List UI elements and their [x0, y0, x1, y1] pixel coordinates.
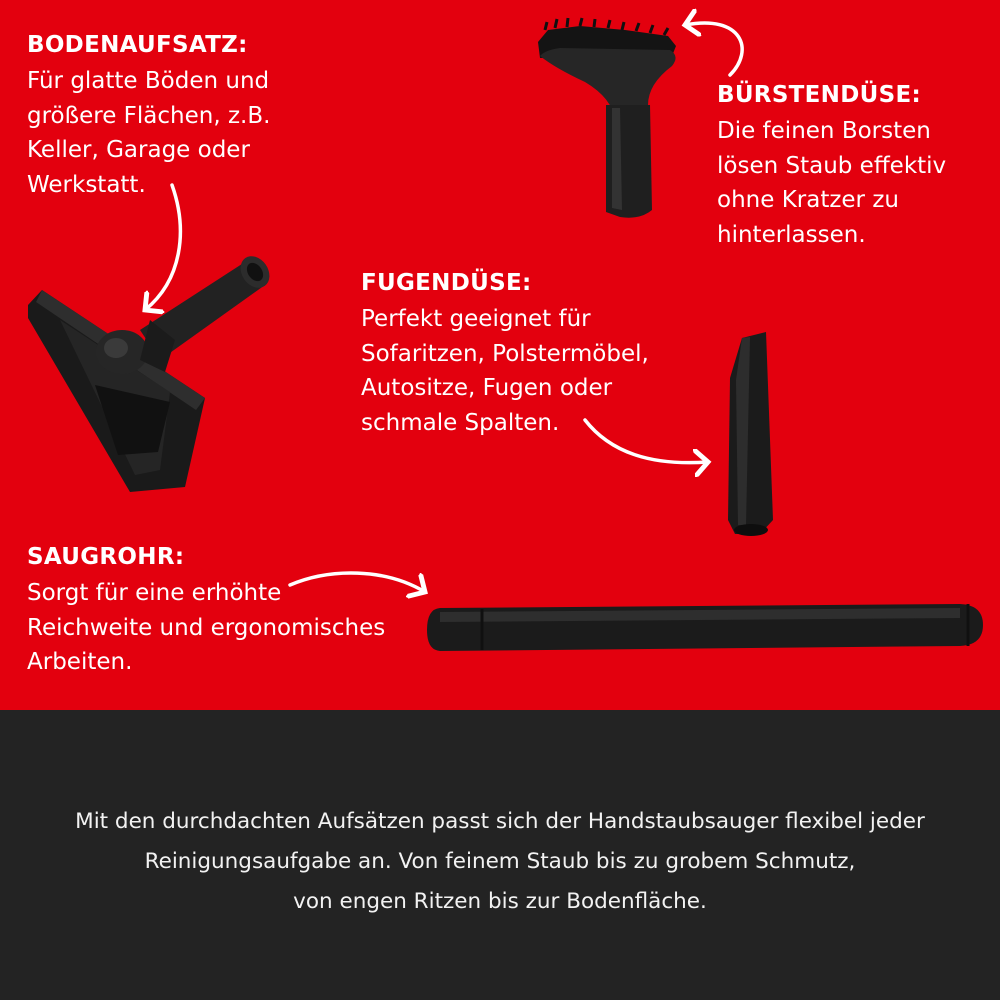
- bodenaufsatz-description: [27, 64, 270, 202]
- description-line: ohne Kratzer zu: [717, 187, 899, 213]
- description-line: hinterlassen.: [717, 221, 866, 248]
- description-line: Reichweite und ergonomisches: [27, 614, 386, 641]
- brush-nozzle-image: [538, 18, 676, 218]
- extension-tube-image: [427, 604, 983, 651]
- fugenduse-block: [361, 268, 649, 440]
- caption-line: von engen Ritzen bis zur Bodenfläche.: [293, 889, 707, 914]
- burstenduse-description: [717, 114, 946, 252]
- description-line: Die feinen Borsten: [717, 118, 931, 144]
- description-line: Keller, Garage oder: [27, 137, 250, 163]
- description-line: Werkstatt.: [27, 171, 146, 198]
- bodenaufsatz-title: BODENAUFSATZ:: [27, 32, 248, 58]
- description-line: Autositze, Fugen oder: [361, 375, 613, 401]
- caption-line: Reinigungsaufgabe an. Von feinem Staub bis zu grobem Schmutz,: [144, 849, 856, 874]
- burstenduse-title: BÜRSTENDÜSE:: [717, 82, 921, 108]
- arrow-bodenaufsatz: [145, 185, 180, 310]
- fugenduse-title: FUGENDÜSE:: [361, 270, 532, 296]
- description-line: Sofaritzen, Polstermöbel,: [361, 340, 649, 367]
- arrow-burstenduse: [685, 23, 742, 75]
- bodenaufsatz-block: [27, 30, 270, 202]
- summary-caption: [0, 802, 1000, 922]
- saugrohr-block: [27, 542, 385, 680]
- caption-line: Mit den durchdachten Aufsätzen passt sich der Handstaubsauger flexibel jeder: [75, 809, 925, 834]
- saugrohr-description: [27, 576, 385, 680]
- description-line: Sorgt für eine erhöhte: [27, 580, 282, 606]
- fugenduse-description: [361, 302, 649, 440]
- burstenduse-block: [717, 80, 946, 252]
- description-line: lösen Staub effektiv: [717, 152, 947, 179]
- description-line: größere Flächen, z.B.: [27, 102, 271, 129]
- description-line: schmale Spalten.: [361, 409, 560, 436]
- description-line: Perfekt geeignet für: [361, 306, 591, 332]
- floor-nozzle-image: [28, 251, 275, 492]
- description-line: Arbeiten.: [27, 649, 133, 675]
- crevice-nozzle-image: [728, 332, 773, 536]
- saugrohr-title: SAUGROHR:: [27, 544, 185, 570]
- description-line: Für glatte Böden und: [27, 68, 270, 94]
